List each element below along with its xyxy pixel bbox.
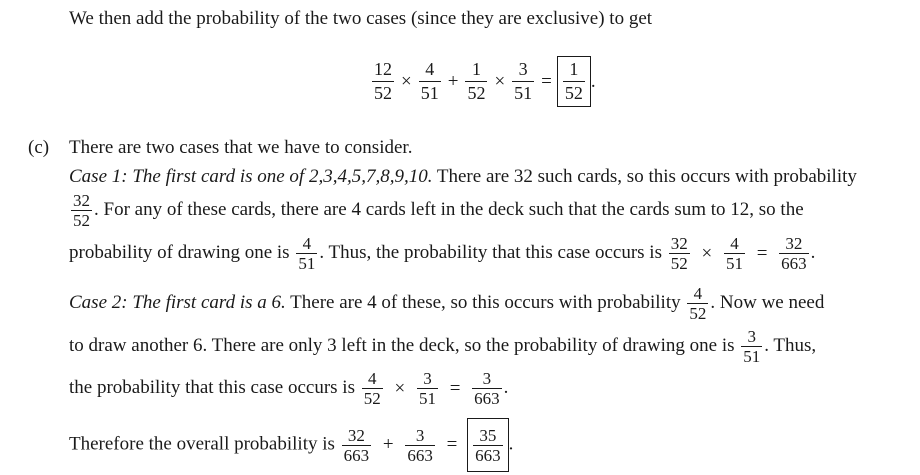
equals-symbol: = (756, 242, 768, 264)
fraction: $\frac{4}{51}$ (420, 59, 439, 103)
case2-text: There are 4 of these, so this occurs with probability (290, 292, 681, 313)
plus-symbol: + (447, 70, 459, 92)
case1-title: Case 1: The first card is one of 2,3,4,5,7,8,9,10. (69, 166, 433, 187)
fraction: $\frac{1}{52}$ (467, 59, 486, 103)
period: . (94, 199, 99, 220)
period: . (810, 242, 816, 263)
case2-text: . Thus, (764, 335, 817, 356)
equals-symbol: = (541, 70, 552, 92)
case1-text: probability of drawing one is (69, 242, 290, 263)
equals-symbol: = (449, 377, 461, 399)
boxed-result (557, 56, 591, 107)
fraction: $\frac{4}{51}$ (725, 234, 743, 274)
case2-text: . Now we need (710, 292, 825, 313)
boxed-result (467, 418, 509, 472)
fraction: $\frac{3}{51}$ (418, 369, 436, 409)
fraction: $\frac{32}{663}$ (781, 234, 807, 274)
final-line (69, 418, 513, 472)
fraction: $\frac{4}{51}$ (298, 234, 316, 274)
fraction: $\frac{12}{52}$ (374, 59, 392, 103)
times-symbol: × (494, 70, 506, 92)
part-label: (c) (28, 137, 50, 158)
period: . (503, 377, 509, 398)
fraction: $\frac{3}{663}$ (407, 425, 433, 465)
case2-text: to draw another 6. There are only 3 left in the deck, so the probability of drawing one is (69, 335, 735, 356)
fraction: $\frac{4}{52}$ (689, 284, 707, 324)
case2-line2 (69, 323, 816, 369)
times-symbol: × (401, 70, 412, 92)
fraction: $\frac{1}{52}$ (564, 59, 583, 103)
case2-line1 (69, 280, 824, 326)
case1-text: . Thus, the probability that this case occurs is (319, 242, 662, 263)
case2-title: Case 2: The first card is a 6. (69, 292, 286, 313)
case2-line3 (69, 365, 508, 412)
case1-text: There are 32 such cards, so this occurs with probability (436, 166, 857, 187)
display-equation-1 (370, 56, 596, 107)
times-symbol: × (394, 377, 406, 399)
period: . (590, 70, 596, 92)
fraction: $\frac{3}{51}$ (743, 327, 761, 367)
final-text: Therefore the overall probability is (69, 433, 335, 455)
fraction: $\frac{4}{52}$ (363, 369, 381, 409)
fraction: $\frac{32}{52}$ (73, 191, 90, 231)
fraction: $\frac{35}{663}$ (475, 426, 501, 466)
times-symbol: × (701, 242, 713, 264)
case1-line2 (69, 187, 804, 233)
intro-text: We then add the probability of the two cases (since they are exclusive) to get (69, 8, 653, 29)
part-c-intro: There are two cases that we have to consider. (69, 137, 413, 158)
case1-line3 (69, 230, 815, 277)
case1-line1 (69, 165, 857, 189)
fraction: $\frac{32}{52}$ (670, 234, 688, 274)
period: . (508, 433, 514, 455)
fraction: $\frac{3}{51}$ (514, 59, 533, 103)
fraction: $\frac{32}{663}$ (343, 425, 370, 465)
case2-text: the probability that this case occurs is (69, 377, 355, 398)
case1-text: For any of these cards, there are 4 cards left in the deck such that the cards sum to 12, so the (103, 199, 804, 220)
fraction: $\frac{3}{663}$ (474, 369, 500, 409)
plus-symbol: + (382, 434, 394, 455)
equals-symbol: = (446, 434, 458, 455)
